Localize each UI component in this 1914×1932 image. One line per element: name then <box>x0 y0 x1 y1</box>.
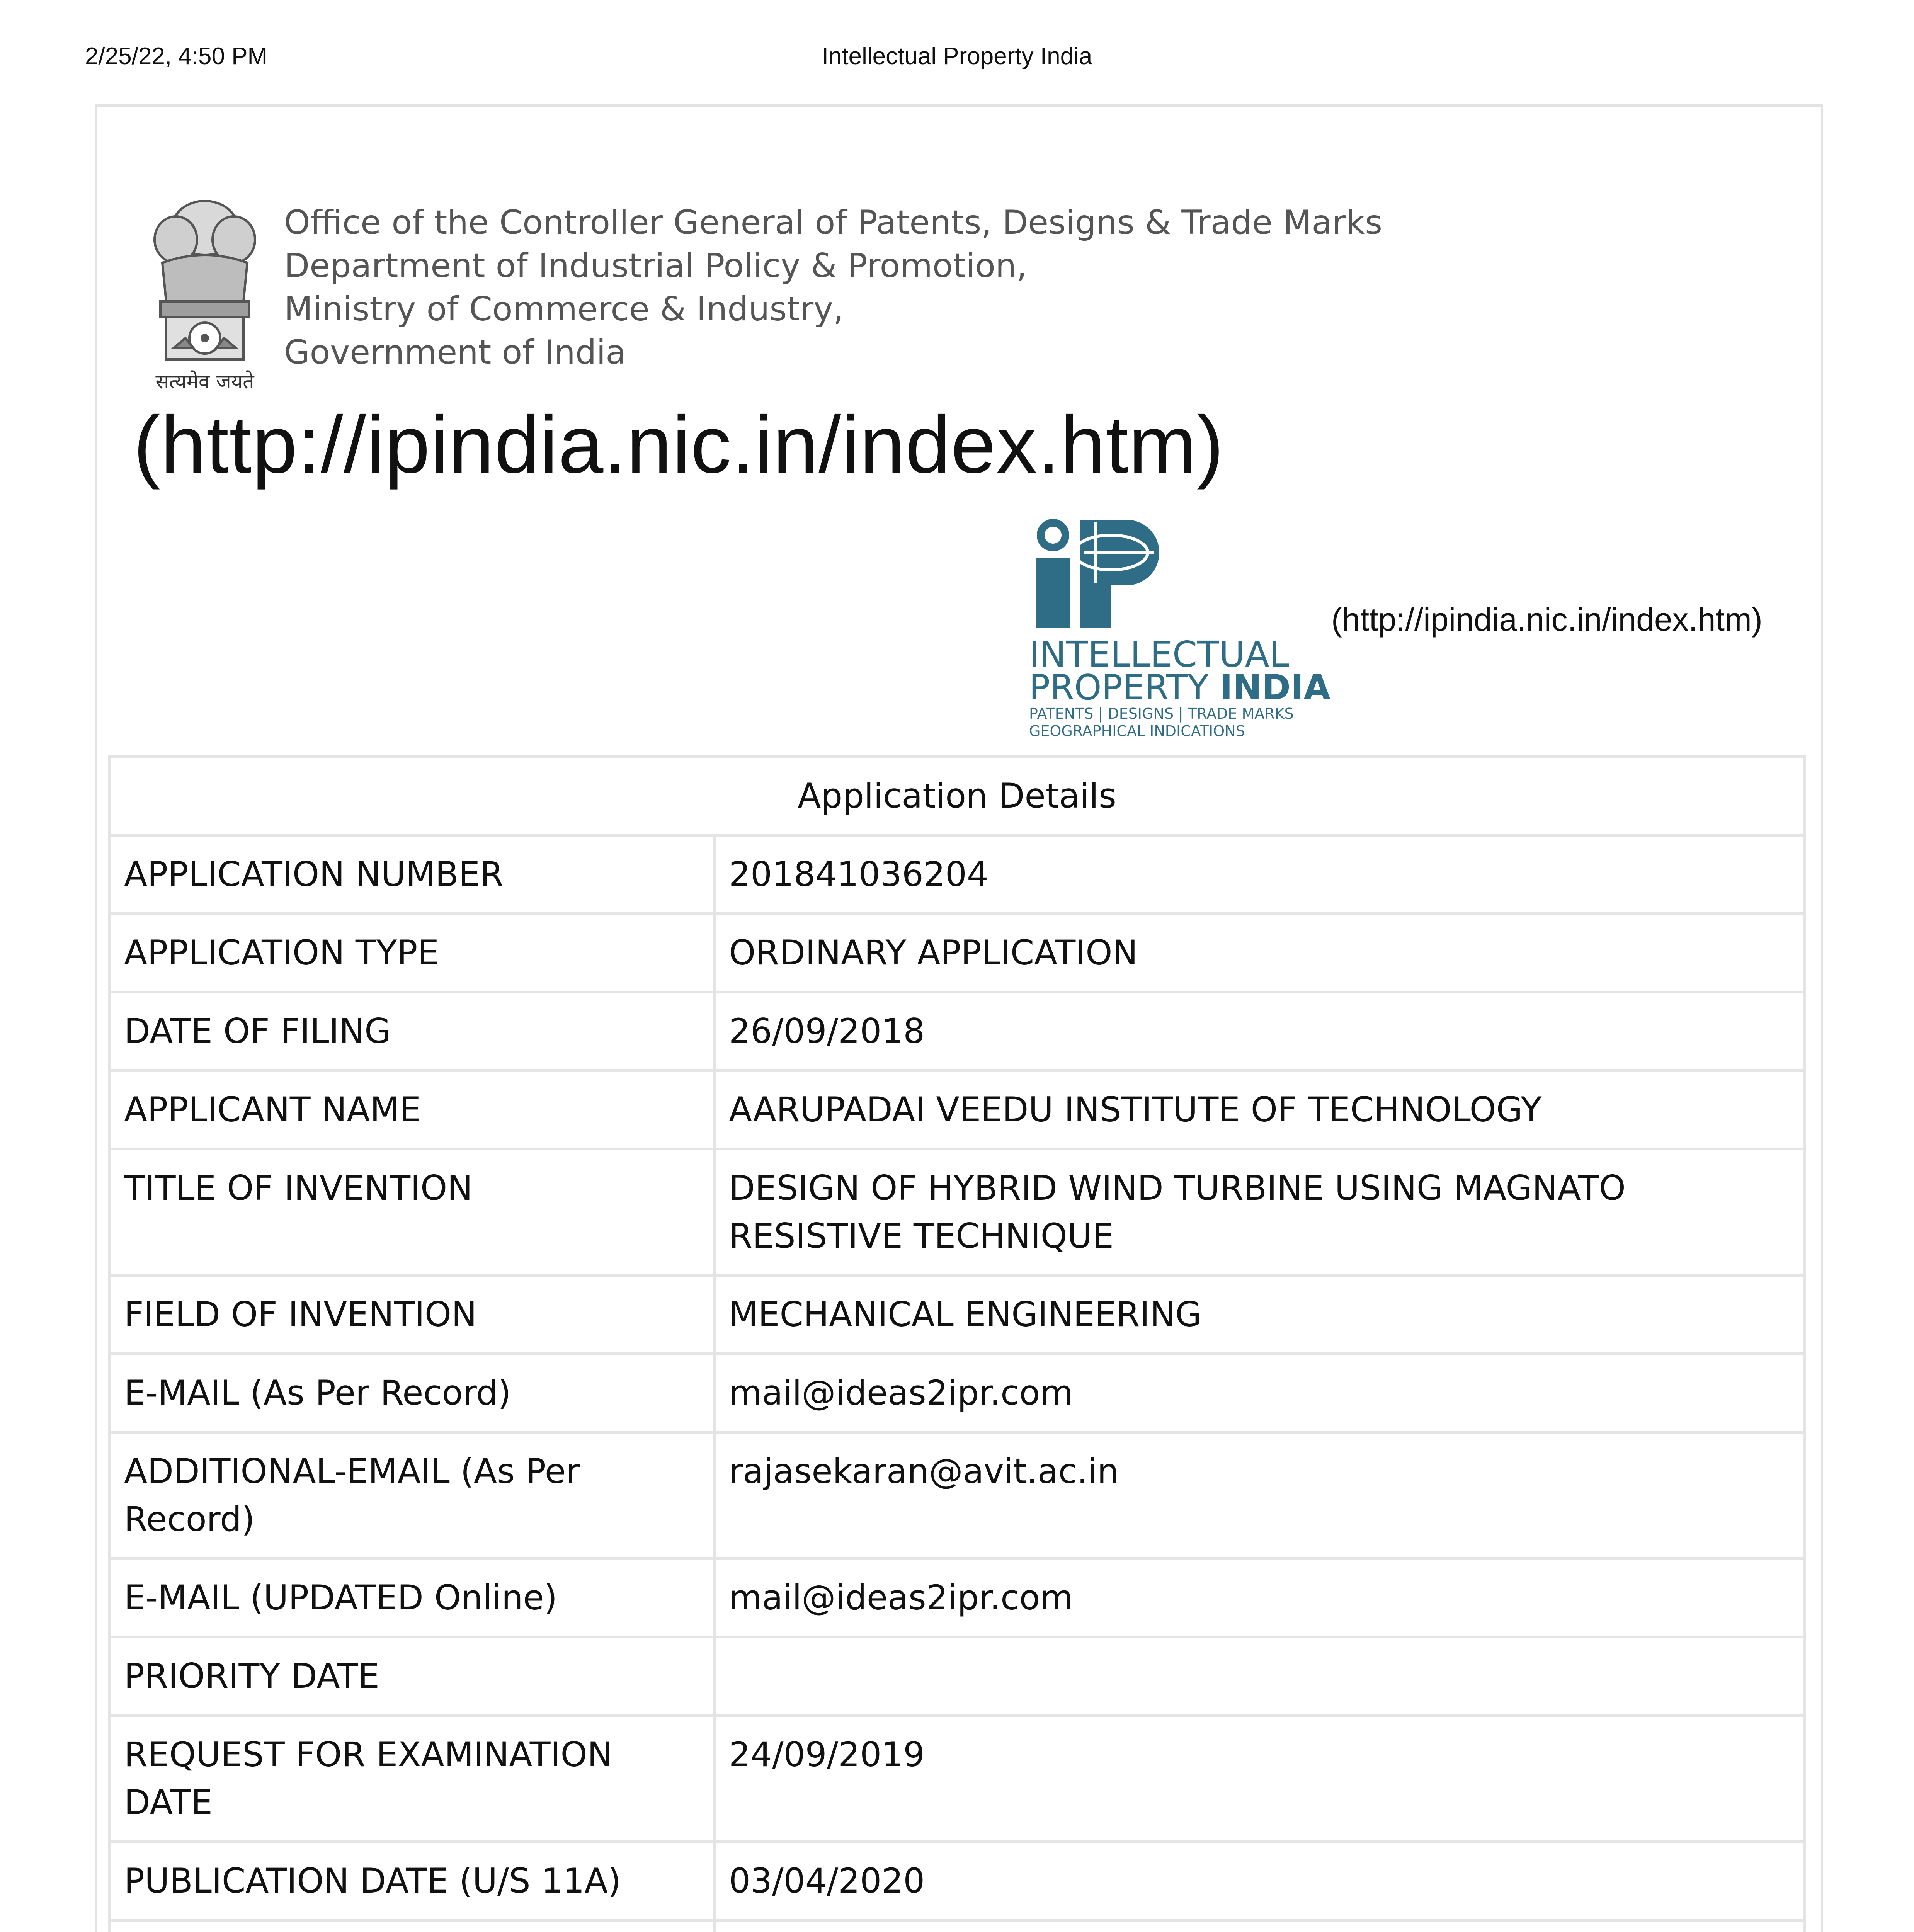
ip-logo-home-link[interactable]: (http://ipindia.nic.in/index.htm) <box>1331 601 1763 638</box>
priority-date-value <box>715 1637 1805 1716</box>
row-label: PUBLICATION DATE (U/S 11A) <box>110 1842 715 1920</box>
org-line: Ministry of Commerce & Industry, <box>284 290 844 328</box>
row-label: DATE OF FILING <box>110 992 715 1071</box>
row-label: FIELD OF INVENTION <box>110 1276 715 1354</box>
table-row <box>110 914 1805 992</box>
table-row <box>110 1637 1805 1716</box>
table-row <box>110 1071 1805 1149</box>
application-type-value: ORDINARY APPLICATION <box>715 914 1805 992</box>
table-row <box>110 992 1805 1071</box>
org-line: Department of Industrial Policy & Promotion, <box>284 247 1027 285</box>
ip-india-logo-icon[interactable] <box>1026 514 1335 746</box>
application-number-value: 201841036204 <box>715 835 1805 914</box>
row-label: TITLE OF INVENTION <box>110 1149 715 1276</box>
additional-email-value: rajasekaran@avit.ac.in <box>715 1432 1805 1559</box>
ip-logo-line2b: INDIA <box>1220 667 1330 708</box>
row-label: E-MAIL (As Per Record) <box>110 1354 715 1432</box>
field-of-invention-value: MECHANICAL ENGINEERING <box>715 1276 1805 1354</box>
application-details-table <box>108 755 1806 1932</box>
title-of-invention-value: DESIGN OF HYBRID WIND TURBINE USING MAGNATO RESISTIVE TECHNIQUE <box>715 1149 1805 1276</box>
print-header <box>85 43 1829 77</box>
updated-email-value: mail@ideas2ipr.com <box>715 1559 1805 1637</box>
ip-logo-line3: PATENTS | DESIGNS | TRADE MARKS <box>1029 705 1294 722</box>
table-row <box>110 1354 1805 1432</box>
print-page-title: Intellectual Property India <box>822 43 1092 70</box>
row-label: E-MAIL (UPDATED Online) <box>110 1559 715 1637</box>
table-row <box>110 835 1805 914</box>
row-label: APPLICATION TYPE <box>110 914 715 992</box>
org-line: Government of India <box>284 333 626 372</box>
row-label: REQUEST FOR EXAMINATION DATE <box>110 1716 715 1842</box>
table-row <box>110 1432 1805 1559</box>
ip-logo-line2a: PROPERTY <box>1029 667 1220 708</box>
table-row <box>110 1716 1805 1842</box>
ip-logo-line4: GEOGRAPHICAL INDICATIONS <box>1029 723 1245 740</box>
applicant-name-value: AARUPADAI VEEDU INSTITUTE OF TECHNOLOGY <box>715 1071 1805 1149</box>
date-of-filing-value: 26/09/2018 <box>715 992 1805 1071</box>
publication-date-value: 03/04/2020 <box>715 1842 1805 1920</box>
examination-request-date-value: 24/09/2019 <box>715 1716 1805 1842</box>
ip-logo-line1: INTELLECTUAL <box>1029 634 1289 675</box>
emblem-motto: सत्यमेव जयते <box>155 370 254 393</box>
table-row <box>110 1276 1805 1354</box>
row-label: ADDITIONAL-EMAIL (As Per Record) <box>110 1432 715 1559</box>
table-row <box>110 1559 1805 1637</box>
print-datetime: 2/25/22, 4:50 PM <box>85 43 268 70</box>
table-row <box>110 1920 1805 1932</box>
application-details-heading: Application Details <box>110 757 1805 835</box>
row-label: PRIORITY DATE <box>110 1637 715 1716</box>
row-label: APPLICANT NAME <box>110 1071 715 1149</box>
emblem-home-link[interactable]: (http://ipindia.nic.in/index.htm) <box>133 399 1224 490</box>
table-row <box>110 1842 1805 1920</box>
email-value: mail@ideas2ipr.com <box>715 1354 1805 1432</box>
reply-to-fer-date-value <box>715 1920 1805 1932</box>
row-label: APPLICATION NUMBER <box>110 835 715 914</box>
org-line: Office of the Controller General of Patents, Designs & Trade Marks <box>284 203 1383 242</box>
svg-text:PROPERTY INDIA <box>1029 667 1330 708</box>
national-emblem-icon[interactable] <box>139 182 271 398</box>
table-row <box>110 1149 1805 1276</box>
row-label <box>110 1920 715 1932</box>
organization-name-block <box>284 201 1382 374</box>
